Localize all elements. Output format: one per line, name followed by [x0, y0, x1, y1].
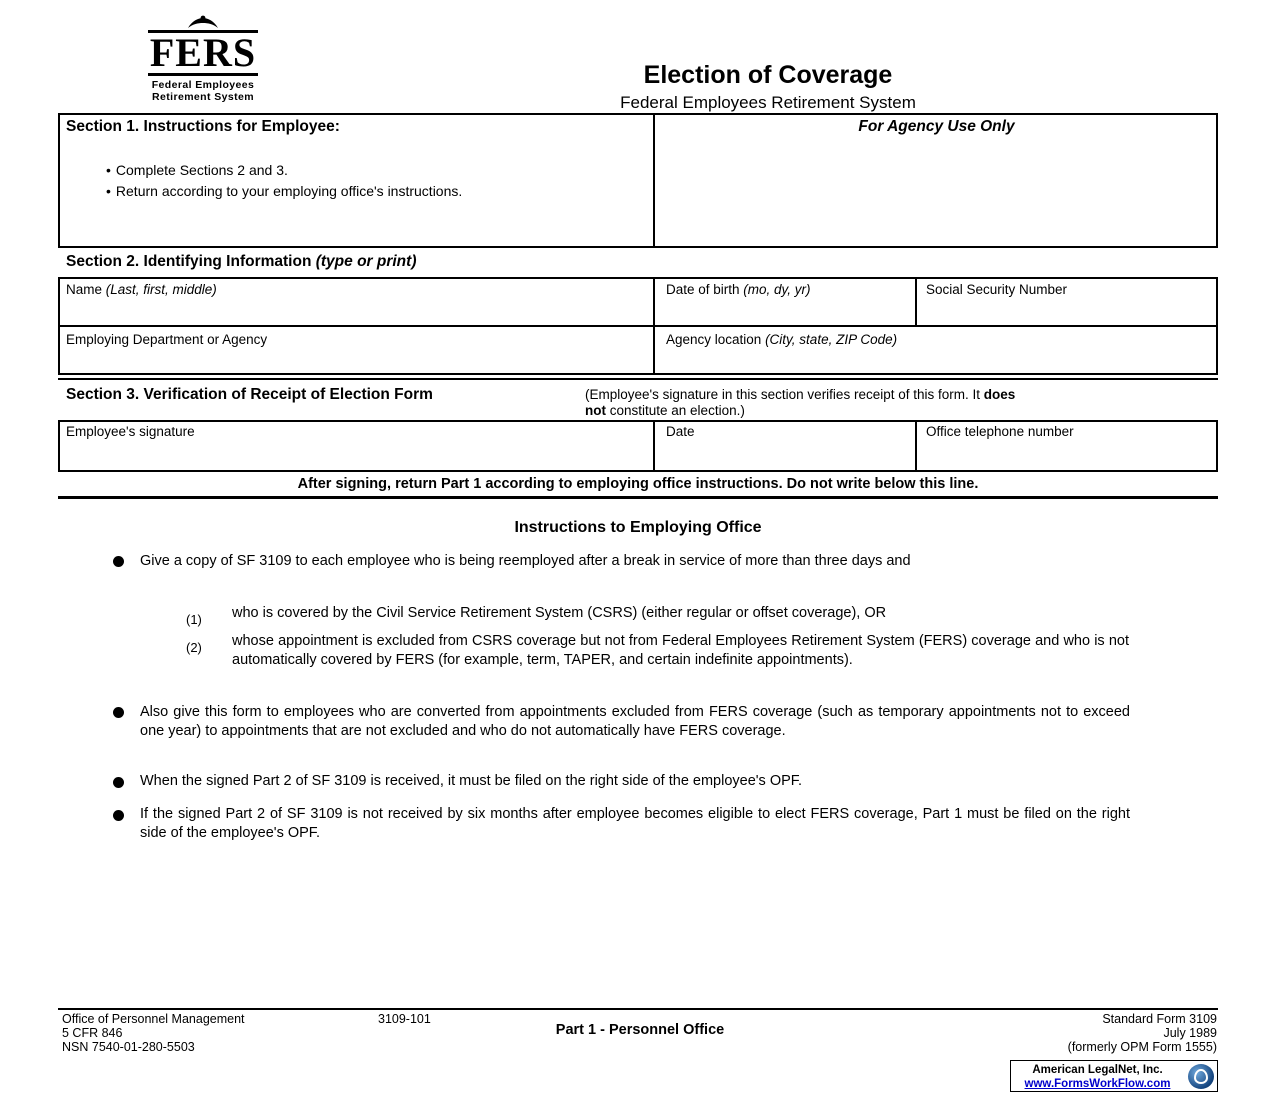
ssn-input[interactable] — [922, 300, 1212, 322]
employee-instruction-list — [106, 160, 462, 202]
sec2-col-divider-1 — [653, 277, 655, 375]
sec2-row-divider — [58, 325, 1218, 327]
sec3-col-divider-1 — [653, 420, 655, 472]
sub-instruction-1: who is covered by the Civil Service Retirement System (CSRS) (either regular or offset coverage), OR — [232, 605, 887, 621]
agency-location-input[interactable] — [662, 350, 1212, 372]
section-3-note: (Employee's signature in this section verifies receipt of this form. It does not constitute an election.) — [585, 387, 1016, 418]
phone-input[interactable] — [922, 442, 1212, 468]
instruction-item-4: If the signed Part 2 of SF 3109 is not received by six months after employee becomes eligible to elect FERS coverage, Part 1 must be filed on the right side of the employee's OPF. — [140, 806, 1130, 841]
legalnet-url-link[interactable]: www.FormsWorkFlow.com — [1024, 1078, 1171, 1090]
sec3-top-rule — [58, 378, 1218, 380]
bullet-icon — [113, 556, 124, 567]
list-item: • Complete Sections 2 and 3. — [106, 160, 462, 181]
footer-form-date: July 1989 — [1163, 1026, 1217, 1040]
section-2-heading-text: Section 2. Identifying Information — [66, 253, 316, 270]
sec3-col-divider-2 — [915, 420, 917, 472]
fers-logo-sub-2: Retirement System — [152, 91, 254, 103]
footer-rule — [58, 1008, 1218, 1010]
fers-logo-sub-1: Federal Employees — [151, 79, 255, 91]
list-item: • Return according to your employing office's instructions. — [106, 181, 462, 202]
name-label: Name (Last, first, middle) — [66, 282, 217, 297]
employing-agency-input[interactable] — [62, 350, 647, 372]
after-signing-note: After signing, return Part 1 according to employing office instructions. Do not write below this line. — [297, 476, 979, 492]
date-label: Date — [666, 424, 695, 439]
instructions-title: Instructions to Employing Office — [514, 519, 762, 536]
section-1-heading: Section 1. Instructions for Employee: — [66, 118, 340, 135]
sub-item-number-1: (1) — [186, 612, 202, 627]
legalnet-badge — [1010, 1060, 1218, 1092]
employing-agency-label: Employing Department or Agency — [66, 332, 268, 347]
footer-cfr: 5 CFR 846 — [62, 1026, 123, 1040]
footer-nsn: NSN 7540-01-280-5503 — [62, 1040, 195, 1054]
page-subtitle: Federal Employees Retirement System — [620, 93, 916, 112]
legalnet-logo-icon — [1188, 1064, 1214, 1089]
bullet-icon — [113, 810, 124, 821]
dob-label: Date of birth (mo, dy, yr) — [666, 282, 811, 297]
dob-input[interactable] — [662, 300, 907, 322]
footer-form-code: 3109-101 — [378, 1012, 431, 1026]
name-input[interactable] — [62, 300, 647, 322]
bullet-icon — [113, 777, 124, 788]
sec2-col-divider-2 — [915, 277, 917, 325]
after-signing-rule — [58, 496, 1218, 499]
footer-form-former: (formerly OPM Form 1555) — [1067, 1040, 1217, 1054]
eagle-icon — [186, 15, 220, 31]
instruction-item-3: When the signed Part 2 of SF 3109 is received, it must be filed on the right side of the employee's OPF. — [140, 773, 803, 789]
phone-label: Office telephone number — [926, 424, 1074, 439]
footer-left — [62, 1012, 245, 1054]
sub-instruction-2: whose appointment is excluded from CSRS coverage but not from Federal Employees Retirement System (FERS) coverage and who is not automatically covered by FERS (for example, term, TAPER, and certain indefinite appointments). — [232, 633, 1129, 668]
ssn-label: Social Security Number — [926, 282, 1068, 297]
agency-use-field[interactable] — [655, 140, 1215, 240]
footer-office: Office of Personnel Management — [62, 1012, 245, 1026]
date-input[interactable] — [662, 442, 907, 468]
agency-use-only-label: For Agency Use Only — [858, 118, 1015, 135]
footer-part-label: Part 1 - Personnel Office — [555, 1022, 725, 1038]
footer-form-number: Standard Form 3109 — [1102, 1012, 1217, 1026]
agency-location-label: Agency location (City, state, ZIP Code) — [666, 332, 898, 347]
section-3-heading: Section 3. Verification of Receipt of Election Form — [66, 386, 433, 403]
instruction-item-2: Also give this form to employees who are converted from appointments excluded from FERS coverage (such as temporary appointments not to exceed one year) to appointments that are not excluded and who do not automatically have FERS coverage. — [140, 704, 1130, 739]
section-2-heading-note: (type or print) — [315, 253, 417, 270]
fers-wordmark: FERS — [149, 30, 257, 75]
fers-logo — [108, 30, 298, 103]
bullet-icon — [113, 707, 124, 718]
sub-item-number-2: (2) — [186, 640, 202, 655]
section-2-heading — [66, 253, 416, 271]
title-block — [318, 60, 1218, 114]
instruction-item-1: Give a copy of SF 3109 to each employee who is being reemployed after a break in service of more than three days and — [140, 553, 911, 569]
legalnet-name: American LegalNet, Inc. — [1032, 1064, 1163, 1076]
signature-label: Employee's signature — [66, 424, 195, 439]
signature-input[interactable] — [62, 442, 647, 468]
footer-right — [1068, 1012, 1217, 1054]
form-header — [58, 30, 1218, 112]
page-title: Election of Coverage — [643, 61, 893, 89]
